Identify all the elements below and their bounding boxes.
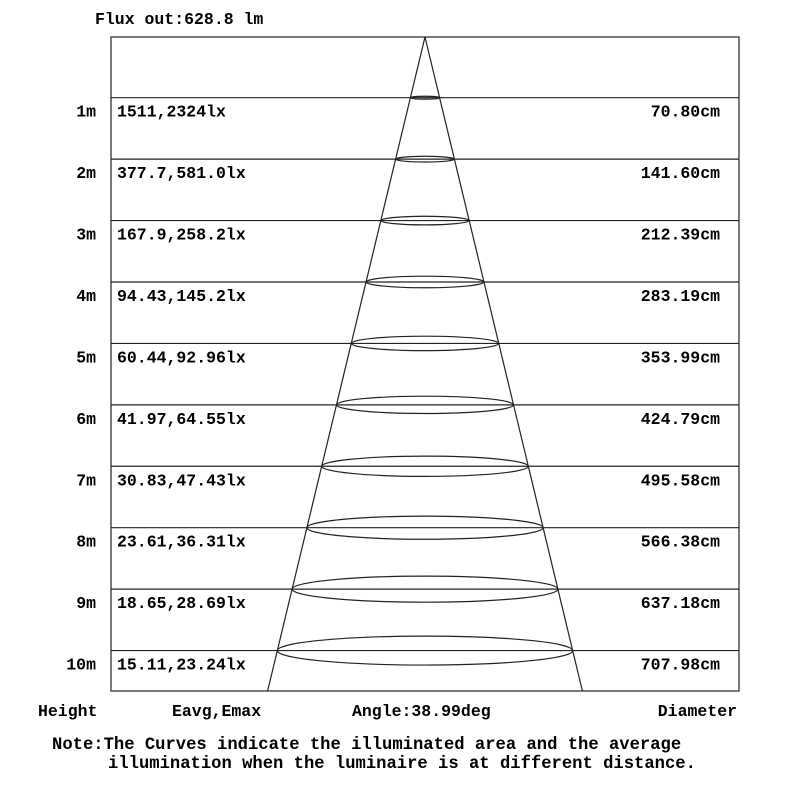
note-line-1: Note:The Curves indicate the illuminated area and the average [52, 736, 682, 755]
diameter-value: 212.39cm [640, 225, 720, 245]
diameter-value: 424.79cm [640, 409, 720, 429]
footer-angle-label: Angle:38.99deg [352, 702, 491, 721]
diameter-value: 70.80cm [650, 102, 720, 122]
eavg-emax-value: 94.43,145.2lx [117, 286, 246, 306]
diameter-value: 707.98cm [640, 655, 720, 675]
eavg-emax-value: 377.7,581.0lx [117, 164, 246, 184]
footer-height-label: Height [38, 702, 98, 721]
footer-diameter-label: Diameter [657, 702, 737, 721]
height-label: 8m [76, 532, 96, 552]
eavg-emax-value: 41.97,64.55lx [117, 409, 246, 429]
cone-outline [268, 37, 583, 691]
note-line-2: illumination when the luminaire is at different distance. [108, 755, 696, 774]
height-label: 6m [76, 409, 96, 429]
height-label: 4m [76, 286, 96, 306]
height-label: 1m [76, 102, 96, 122]
flux-output-title: Flux out:628.8 lm [95, 10, 264, 29]
height-label: 7m [76, 471, 96, 491]
height-label: 10m [66, 655, 96, 675]
eavg-emax-value: 167.9,258.2lx [117, 225, 246, 245]
diameter-value: 637.18cm [640, 594, 720, 614]
eavg-emax-value: 23.61,36.31lx [117, 532, 246, 552]
diameter-value: 283.19cm [640, 286, 720, 306]
eavg-emax-value: 18.65,28.69lx [117, 594, 246, 614]
diameter-value: 353.99cm [640, 348, 720, 368]
eavg-emax-value: 15.11,23.24lx [117, 655, 246, 675]
eavg-emax-value: 60.44,92.96lx [117, 348, 246, 368]
height-label: 2m [76, 164, 96, 184]
diameter-value: 495.58cm [640, 471, 720, 491]
footer-eavg-emax-label: Eavg,Emax [172, 702, 262, 721]
height-label: 9m [76, 594, 96, 614]
rows-layer [66, 96, 739, 674]
eavg-emax-value: 30.83,47.43lx [117, 471, 246, 491]
diameter-value: 141.60cm [640, 164, 720, 184]
eavg-emax-value: 1511,2324lx [117, 102, 226, 122]
height-label: 3m [76, 225, 96, 245]
diameter-value: 566.38cm [640, 532, 720, 552]
height-label: 5m [76, 348, 96, 368]
